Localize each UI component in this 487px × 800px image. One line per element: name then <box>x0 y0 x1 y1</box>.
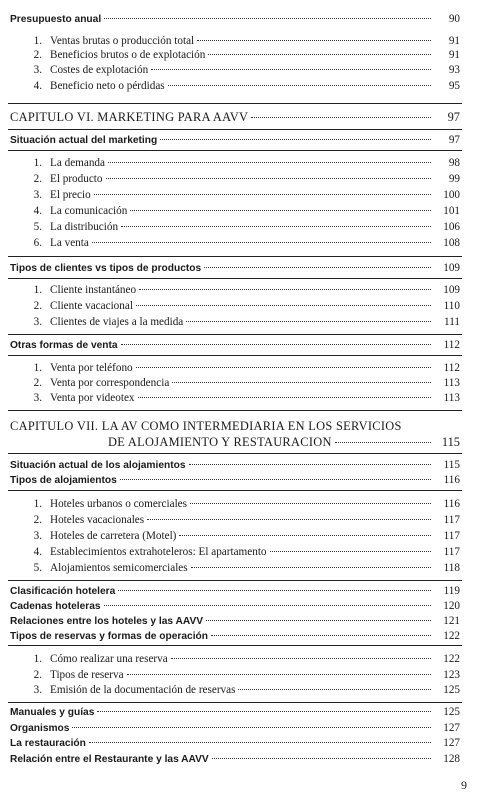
toc-item <box>28 391 460 405</box>
toc-heading-title: La restauración <box>10 738 86 749</box>
toc-heading <box>10 736 460 751</box>
section-divider <box>8 278 462 279</box>
toc-page-number: 91 <box>448 49 460 61</box>
leader-dots <box>211 635 431 636</box>
toc-item-number: 2. <box>33 173 42 185</box>
leader-dots <box>72 727 431 728</box>
toc-item <box>28 652 460 666</box>
toc-item-number: 6. <box>33 237 42 249</box>
toc-item-number: 1. <box>33 157 42 169</box>
toc-item-number: 3. <box>33 64 42 76</box>
toc-item-title: El precio <box>50 189 91 201</box>
toc-heading <box>10 599 460 614</box>
toc-item-title: Cliente vacacional <box>50 300 133 312</box>
leader-dots <box>104 605 431 606</box>
toc-item-title: La demanda <box>50 157 105 169</box>
toc-item-number: 3. <box>33 316 42 328</box>
toc-heading-title: Tipos de clientes vs tipos de productos <box>10 263 202 274</box>
leader-dots <box>97 711 431 712</box>
toc-page-number: 116 <box>443 498 460 510</box>
toc-item-number: 3. <box>33 189 42 201</box>
leader-dots <box>106 178 431 179</box>
toc-page-number: 90 <box>448 13 460 25</box>
toc-item-number: 4. <box>33 546 42 558</box>
leader-dots <box>270 551 431 552</box>
toc-page-number: 115 <box>443 459 460 471</box>
leader-dots <box>139 289 431 290</box>
toc-heading <box>10 261 460 276</box>
toc-page-number: 119 <box>443 585 460 597</box>
section-divider <box>8 256 462 257</box>
toc-page-number: 106 <box>443 221 460 233</box>
section-divider <box>8 355 462 356</box>
toc-item-title: Tipos de reserva <box>50 669 124 681</box>
toc-heading-title: Presupuesto anual <box>10 14 102 25</box>
toc-item <box>28 299 460 313</box>
leader-dots <box>251 117 431 118</box>
toc-page-number: 98 <box>448 157 460 169</box>
toc-item-title: Hoteles de carretera (Motel) <box>50 530 177 542</box>
toc-heading <box>10 705 460 720</box>
toc-page-number: 120 <box>443 600 460 612</box>
toc-page-number: 99 <box>448 173 460 185</box>
toc-heading-title: Relación entre el Restaurante y las AAVV <box>10 754 209 765</box>
toc-page-number: 111 <box>444 316 460 328</box>
toc-item-number: 1. <box>33 284 42 296</box>
toc-page-number: 122 <box>443 630 460 642</box>
toc-page-number: 121 <box>443 615 460 627</box>
toc-chapter-title-line2: DE ALOJAMIENTO Y RESTAURACION <box>108 435 332 449</box>
toc-item <box>28 561 460 575</box>
toc-heading-title: Cadenas hoteleras <box>10 601 101 612</box>
section-divider <box>8 150 462 151</box>
toc-item-number: 3. <box>33 392 42 404</box>
toc-heading <box>10 458 460 473</box>
toc-page-number: 113 <box>443 392 460 404</box>
toc-item <box>28 34 460 48</box>
toc-item <box>28 220 460 234</box>
toc-page-number: 122 <box>443 653 460 665</box>
toc-item-number: 1. <box>33 498 42 510</box>
toc-item <box>28 361 460 375</box>
leader-dots <box>151 69 431 70</box>
leader-dots <box>120 479 431 480</box>
toc-chapter-title: CAPITULO VI. MARKETING PARA AAVV <box>10 110 249 124</box>
toc-item-number: 2. <box>33 300 42 312</box>
toc-item-title: Emisión de la documentación de reservas <box>50 684 236 696</box>
toc-page-number: 127 <box>443 722 460 734</box>
toc-item <box>28 683 460 697</box>
toc-item <box>28 376 460 390</box>
toc-item <box>28 156 460 170</box>
toc-page-number: 113 <box>443 377 460 389</box>
toc-item <box>28 204 460 218</box>
toc-page-number: 117 <box>443 530 460 542</box>
leader-dots <box>191 567 431 568</box>
toc-item-number: 5. <box>33 221 42 233</box>
toc-item <box>28 48 460 62</box>
toc-item-title: Venta por correspondencia <box>50 377 170 389</box>
toc-heading <box>10 752 460 767</box>
leader-dots <box>189 464 432 465</box>
leader-dots <box>208 54 431 55</box>
toc-item-title: Beneficio neto o pérdidas <box>50 80 165 92</box>
toc-heading <box>10 721 460 736</box>
toc-page-number: 125 <box>443 684 460 696</box>
toc-item-title: Costes de explotación <box>50 64 149 76</box>
toc-item-number: 2. <box>33 514 42 526</box>
toc-page-number: 123 <box>443 669 460 681</box>
toc-item-title: La distribución <box>50 221 119 233</box>
toc-item-number: 3. <box>33 530 42 542</box>
leader-dots <box>204 267 431 268</box>
toc-item <box>28 79 460 93</box>
leader-dots <box>118 590 431 591</box>
toc-item-title: Hoteles vacacionales <box>50 514 145 526</box>
leader-dots <box>147 519 431 520</box>
leader-dots <box>138 397 431 398</box>
section-divider <box>8 103 462 104</box>
toc-item-title: El producto <box>50 173 103 185</box>
page-number: 9 <box>461 778 467 792</box>
toc-page-number: 127 <box>443 737 460 749</box>
leader-dots <box>197 40 431 41</box>
section-divider <box>8 453 462 454</box>
toc-item-number: 4. <box>33 205 42 217</box>
section-divider <box>8 410 462 411</box>
toc-page-number: 125 <box>443 706 460 718</box>
leader-dots <box>108 162 431 163</box>
toc-page-number: 109 <box>443 262 460 274</box>
section-divider <box>8 129 462 130</box>
toc-heading-title: Tipos de reservas y formas de operación <box>10 631 208 642</box>
toc-page-number: 91 <box>448 35 460 47</box>
toc-chapter <box>108 435 460 449</box>
toc-heading-title: Tipos de alojamientos <box>10 475 117 486</box>
leader-dots <box>186 321 431 322</box>
toc-page-number: 128 <box>443 753 460 765</box>
toc-heading <box>10 614 460 629</box>
toc-item-number: 2. <box>33 377 42 389</box>
leader-dots <box>212 758 431 759</box>
section-divider <box>8 645 462 646</box>
toc-item <box>28 545 460 559</box>
toc-heading-title: Otras formas de venta <box>10 340 118 351</box>
toc-page-number: 100 <box>443 189 460 201</box>
toc-item-number: 1. <box>33 653 42 665</box>
toc-heading <box>10 584 460 599</box>
toc-page-number: 108 <box>443 237 460 249</box>
toc-item <box>28 188 460 202</box>
toc-item-title: Alojamientos semicomerciales <box>50 562 188 574</box>
leader-dots <box>121 226 431 227</box>
toc-heading-title: Situación actual de los alojamientos <box>10 460 186 471</box>
toc-heading <box>10 338 460 353</box>
toc-item <box>28 497 460 511</box>
toc-item <box>28 513 460 527</box>
section-divider <box>8 334 462 335</box>
toc-page-number: 101 <box>443 205 460 217</box>
toc-page-number: 97 <box>447 110 460 124</box>
section-divider <box>8 702 462 703</box>
toc-item-number: 5. <box>33 562 42 574</box>
toc-item <box>28 172 460 186</box>
leader-dots <box>89 742 431 743</box>
leader-dots <box>171 658 431 659</box>
toc-heading <box>10 133 460 148</box>
leader-dots <box>104 18 431 19</box>
toc-heading-title: Manuales y guías <box>10 707 95 718</box>
toc-page-number: 93 <box>448 64 460 76</box>
leader-dots <box>94 194 431 195</box>
toc-page-number: 97 <box>448 134 460 146</box>
toc-item-number: 1. <box>33 35 42 47</box>
toc-page-number: 110 <box>443 300 460 312</box>
toc-item <box>28 283 460 297</box>
toc-item <box>28 63 460 77</box>
toc-item-title: Ventas brutas o producción total <box>50 35 195 47</box>
toc-item-number: 2. <box>33 669 42 681</box>
leader-dots <box>172 382 431 383</box>
toc-item-title: Venta por teléfono <box>50 362 133 374</box>
toc-heading <box>10 629 460 644</box>
toc-item-title: Venta por videotex <box>50 392 135 404</box>
toc-item-title: La venta <box>50 237 89 249</box>
toc-item-number: 4. <box>33 80 42 92</box>
toc-item <box>28 315 460 329</box>
toc-chapter-title-line1: CAPITULO VII. LA AV COMO INTERMEDIARIA EN LOS SERVICIOS <box>10 419 402 433</box>
toc-page-number: 117 <box>443 514 460 526</box>
section-divider <box>8 580 462 581</box>
toc-heading-title: Situación actual del marketing <box>10 135 158 146</box>
toc-heading <box>10 473 460 488</box>
leader-dots <box>335 442 431 443</box>
toc-item-title: Establecimientos extrahoteleros: El apartamento <box>50 546 267 558</box>
toc-page-number: 112 <box>443 339 460 351</box>
toc-item-title: Clientes de viajes a la medida <box>50 316 184 328</box>
toc-heading-title: Clasificación hotelera <box>10 586 116 597</box>
leader-dots <box>130 210 431 211</box>
toc-page-number: 117 <box>443 546 460 558</box>
toc-page-number: 116 <box>443 474 460 486</box>
toc-item-number: 2. <box>33 49 42 61</box>
toc-heading <box>10 12 460 27</box>
leader-dots <box>238 689 431 690</box>
toc-item-title: Cómo realizar una reserva <box>50 653 168 665</box>
toc-item-number: 1. <box>33 362 42 374</box>
toc-page-number: 118 <box>443 562 460 574</box>
leader-dots <box>121 344 431 345</box>
toc-heading-title: Relaciones entre los hoteles y las AAVV <box>10 616 204 627</box>
toc-item <box>28 668 460 682</box>
leader-dots <box>206 620 431 621</box>
section-divider <box>8 490 462 491</box>
toc-item <box>28 236 460 250</box>
leader-dots <box>127 674 431 675</box>
toc-item-title: La comunicación <box>50 205 128 217</box>
toc-page-number: 112 <box>443 362 460 374</box>
toc-item-title: Beneficios brutos o de explotación <box>50 49 206 61</box>
toc-item <box>28 529 460 543</box>
toc-page-number: 115 <box>441 435 460 449</box>
toc-item-title: Hoteles urbanos o comerciales <box>50 498 187 510</box>
leader-dots <box>168 85 431 86</box>
toc-page-number: 109 <box>443 284 460 296</box>
toc-item-number: 3. <box>33 684 42 696</box>
toc-item-title: Cliente instantáneo <box>50 284 137 296</box>
leader-dots <box>179 535 431 536</box>
leader-dots <box>136 305 431 306</box>
toc-heading-title: Organismos <box>10 723 70 734</box>
toc-page-number: 95 <box>448 80 460 92</box>
leader-dots <box>190 503 431 504</box>
leader-dots <box>92 242 431 243</box>
toc-chapter <box>10 110 460 124</box>
leader-dots <box>160 139 431 140</box>
leader-dots <box>136 367 431 368</box>
